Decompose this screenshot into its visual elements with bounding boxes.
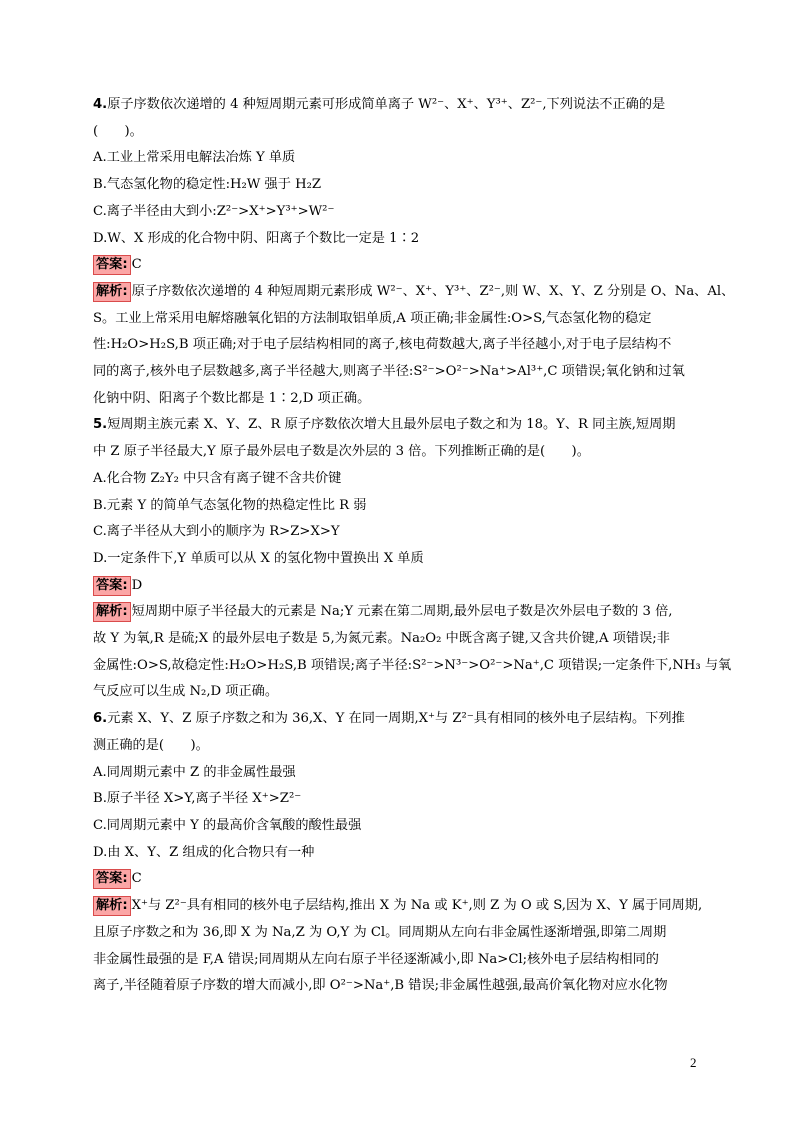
option-a: A.工业上常采用电解法冶炼 Y 单质: [93, 150, 296, 166]
question-stem-line: 测正确的是( )。: [93, 737, 209, 753]
question-number: 5.: [93, 417, 108, 433]
option-c: C.离子半径从大到小的顺序为 R>Z>X>Y: [93, 524, 340, 540]
option-a: A.同周期元素中 Z 的非金属性最强: [93, 764, 296, 780]
question-number: 4.: [93, 97, 108, 112]
analysis-line: 离子,半径随着原子序数的增大而减小,即 O²⁻>Na⁺,B 错误;非金属性越强,最高价氧化物对应水化物: [93, 978, 668, 994]
question-stem-line: 4.原子序数依次递增的 4 种短周期元素可形成简单离子 W²⁻、X⁺、Y³⁺、Z²⁻,下列说法不正确的是: [93, 97, 666, 112]
analysis-line: 非金属性最强的是 F,A 错误;同周期从左向右原子半径逐渐减小,即 Na>Cl;核外电子层结构相同的: [93, 951, 659, 967]
analysis-line: 同的离子,核外电子层数越多,离子半径越大,则离子半径:S²⁻>O²⁻>Na⁺>Al³⁺,C 项错误;氧化钠和过氧: [93, 364, 685, 380]
analysis-label: 解析:: [93, 896, 131, 916]
question-6: [93, 706, 705, 1000]
analysis-line: 解析: 原子序数依次递增的 4 种短周期元素形成 W²⁻、X⁺、Y³⁺、Z²⁻,则 W、X、Y、Z 分别是 O、Na、Al、: [93, 279, 705, 306]
answer-value: C: [131, 871, 142, 887]
option-d: D.W、X 形成的化合物中阴、阳离子个数比一定是 1∶2: [93, 230, 420, 246]
analysis-line: 金属性:O>S,故稳定性:H₂O>H₂S,B 项错误;离子半径:S²⁻>N³⁻>O²⁻>Na⁺,C 项错误;一定条件下,NH₃ 与氧: [93, 657, 732, 673]
answer-label: 答案:: [93, 255, 131, 275]
analysis-label: 解析:: [93, 282, 131, 302]
answer-label: 答案:: [93, 869, 131, 889]
option-b: B.气态氢化物的稳定性:H₂W 强于 H₂Z: [93, 177, 322, 193]
option-d: D.一定条件下,Y 单质可以从 X 的氢化物中置换出 X 单质: [93, 550, 424, 566]
question-5: [93, 412, 732, 706]
option-c: C.离子半径由大到小:Z²⁻>X⁺>Y³⁺>W²⁻: [93, 203, 335, 219]
question-stem-line: 中 Z 原子半径最大,Y 原子最外层电子数是次外层的 3 倍。下列推断正确的是( )。: [93, 444, 590, 460]
question-stem-line: ( )。: [93, 123, 143, 139]
option-c: C.同周期元素中 Y 的最高价含氧酸的酸性最强: [93, 817, 362, 833]
answer-line: [93, 252, 705, 279]
analysis-line: 性:H₂O>H₂S,B 项正确;对于电子层结构相同的离子,核电荷数越大,离子半径越小,对于电子层结构不: [93, 337, 672, 353]
document-body: [93, 92, 735, 1000]
analysis-line: 且原子序数之和为 36,即 X 为 Na,Z 为 O,Y 为 Cl。同周期从左向右非金属性逐渐增强,即第二周期: [93, 924, 667, 940]
question-stem-line: 5.短周期主族元素 X、Y、Z、R 原子序数依次增大且最外层电子数之和为 18。Y、R 同主族,短周期: [93, 417, 676, 433]
answer-value: D: [131, 577, 143, 593]
question-stem-line: 6.元素 X、Y、Z 原子序数之和为 36,X、Y 在同一周期,X⁺与 Z²⁻具有相同的核外电子层结构。下列推: [93, 711, 685, 727]
answer-value: C: [131, 257, 142, 273]
question-4: [93, 92, 735, 412]
analysis-line: 化钠中阴、阳离子个数比都是 1∶2,D 项正确。: [93, 390, 371, 406]
analysis-line: 解析: X⁺与 Z²⁻具有相同的核外电子层结构,推出 X 为 Na 或 K⁺,则 Z 为 O 或 S,因为 X、Y 属于同周期,: [93, 893, 705, 920]
option-d: D.由 X、Y、Z 组成的化合物只有一种: [93, 844, 315, 860]
option-b: B.元素 Y 的简单气态氢化物的热稳定性比 R 弱: [93, 497, 367, 513]
option-a: A.化合物 Z₂Y₂ 中只含有离子键不含共价键: [93, 470, 342, 486]
analysis-line: 气反应可以生成 N₂,D 项正确。: [93, 684, 279, 700]
analysis-line: 解析: 短周期中原子半径最大的元素是 Na;Y 元素在第二周期,最外层电子数是次外层电子数的 3 倍,: [93, 599, 705, 626]
option-b: B.原子半径 X>Y,离子半径 X⁺>Z²⁻: [93, 791, 302, 807]
analysis-line: 故 Y 为氧,R 是硫;X 的最外层电子数是 5,为氮元素。Na₂O₂ 中既含离子键,又含共价键,A 项错误;非: [93, 631, 670, 647]
answer-line: [93, 866, 705, 893]
answer-line: [93, 573, 705, 600]
analysis-line: S。工业上常采用电解熔融氧化铝的方法制取铝单质,A 项正确;非金属性:O>S,气态氢化物的稳定: [93, 310, 652, 326]
page-number: 2: [690, 1055, 697, 1070]
question-number: 6.: [93, 711, 108, 727]
answer-label: 答案:: [93, 576, 131, 596]
analysis-label: 解析:: [93, 602, 131, 622]
